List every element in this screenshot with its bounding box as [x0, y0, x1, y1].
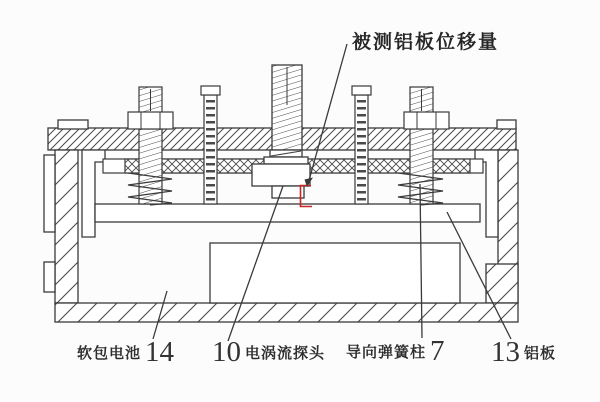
pouch-battery: [210, 243, 460, 303]
label-spring-column: [346, 337, 445, 366]
probe-number: 10: [212, 336, 241, 368]
label-battery: [77, 338, 174, 367]
left-outer-tab-upper: [44, 155, 55, 232]
left-wall: [55, 150, 78, 303]
right-wall-step: [486, 264, 518, 303]
aluminum-plate-name: 铝板: [524, 345, 557, 362]
battery-number: 14: [145, 336, 175, 368]
probe-tip: [272, 186, 304, 198]
cover-tab-left: [58, 120, 88, 129]
hex-nut: [128, 112, 173, 129]
label-aluminum-plate: [491, 338, 556, 367]
left-inner-bracket: [82, 150, 105, 237]
battery-name: 软包电池: [77, 345, 142, 362]
hex-nut: [404, 112, 449, 129]
aluminum-plate-number: 13: [491, 336, 520, 368]
bottom-wall: [55, 303, 518, 322]
guide-column-left: [201, 86, 220, 204]
left-outer-tab-lower: [44, 262, 55, 292]
label-probe: [212, 338, 325, 367]
spring-column-name: 导向弹簧柱: [346, 344, 427, 361]
displacement-annotation: 被测铝板位移量: [352, 32, 500, 53]
aluminum-plate: [95, 204, 480, 222]
guide-column-right: [352, 86, 371, 204]
spring-column-number: 7: [430, 335, 445, 367]
cover-tab-right: [497, 120, 516, 129]
probe-name: 电涡流探头: [245, 345, 326, 362]
probe-body: [252, 164, 310, 186]
probe-mount-plate: [264, 157, 308, 164]
